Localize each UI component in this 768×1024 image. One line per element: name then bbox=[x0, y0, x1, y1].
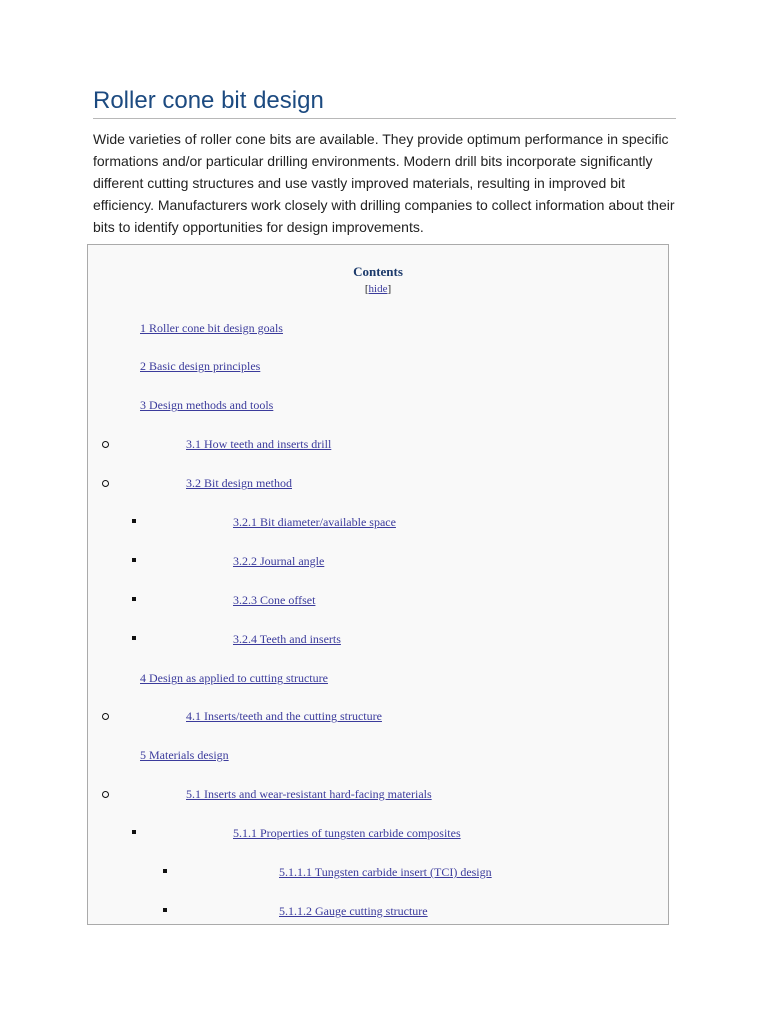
toc-item-3-2-2[interactable]: 3.2.2 Journal angle bbox=[233, 554, 325, 568]
toc-item-5-1-1-1[interactable]: 5.1.1.1 Tungsten carbide insert (TCI) design bbox=[279, 865, 492, 879]
toc-item-5-1-1[interactable]: 5.1.1 Properties of tungsten carbide composites bbox=[233, 826, 461, 840]
toc-toggle-close-bracket: ] bbox=[387, 283, 392, 295]
circle-bullet-icon bbox=[102, 713, 109, 720]
toc-heading: Contents bbox=[353, 264, 403, 279]
square-bullet-icon bbox=[132, 830, 136, 834]
toc-item-3-1[interactable]: 3.1 How teeth and inserts drill bbox=[186, 437, 332, 451]
toc-item-4-1[interactable]: 4.1 Inserts/teeth and the cutting structure bbox=[186, 709, 382, 723]
page-title: Roller cone bit design bbox=[93, 86, 676, 119]
toc-item-2[interactable]: 2 Basic design principles bbox=[140, 359, 261, 373]
toc-item-3-2[interactable]: 3.2 Bit design method bbox=[186, 476, 292, 490]
toc-item-3-2-1[interactable]: 3.2.1 Bit diameter/available space bbox=[233, 515, 396, 529]
toc-item-3[interactable]: 3 Design methods and tools bbox=[140, 398, 274, 412]
square-bullet-icon bbox=[132, 636, 136, 640]
toc-item-4[interactable]: 4 Design as applied to cutting structure bbox=[140, 671, 328, 685]
toc-item-3-2-3[interactable]: 3.2.3 Cone offset bbox=[233, 593, 316, 607]
square-bullet-icon bbox=[132, 558, 136, 562]
circle-bullet-icon bbox=[102, 441, 109, 448]
square-bullet-icon bbox=[132, 519, 136, 523]
toc-item-5-1[interactable]: 5.1 Inserts and wear-resistant hard-facing materials bbox=[186, 787, 432, 801]
circle-bullet-icon bbox=[102, 791, 109, 798]
toc-toggle bbox=[88, 283, 668, 295]
toc-item-5-1-1-2[interactable]: 5.1.1.2 Gauge cutting structure bbox=[279, 904, 428, 918]
toc-toggle-open-bracket: [ bbox=[364, 283, 369, 295]
toc-item-5[interactable]: 5 Materials design bbox=[140, 748, 229, 762]
toc-item-1[interactable]: 1 Roller cone bit design goals bbox=[140, 321, 283, 335]
square-bullet-icon bbox=[163, 869, 167, 873]
circle-bullet-icon bbox=[102, 480, 109, 487]
table-of-contents bbox=[87, 244, 669, 925]
intro-paragraph: Wide varieties of roller cone bits are available. They provide optimum performance in specific formations and/or particular drilling environments. Modern drill bits incorporate significantly different cutting structures and use vastly improved materials, resulting in improved bit efficiency. Manufacturers work closely with drilling companies to collect information about their bits to identify opportunities for design improvements. bbox=[93, 131, 675, 235]
toc-item-3-2-4[interactable]: 3.2.4 Teeth and inserts bbox=[233, 632, 341, 646]
square-bullet-icon bbox=[132, 597, 136, 601]
toc-hide-link[interactable]: hide bbox=[368, 283, 388, 295]
square-bullet-icon bbox=[163, 908, 167, 912]
